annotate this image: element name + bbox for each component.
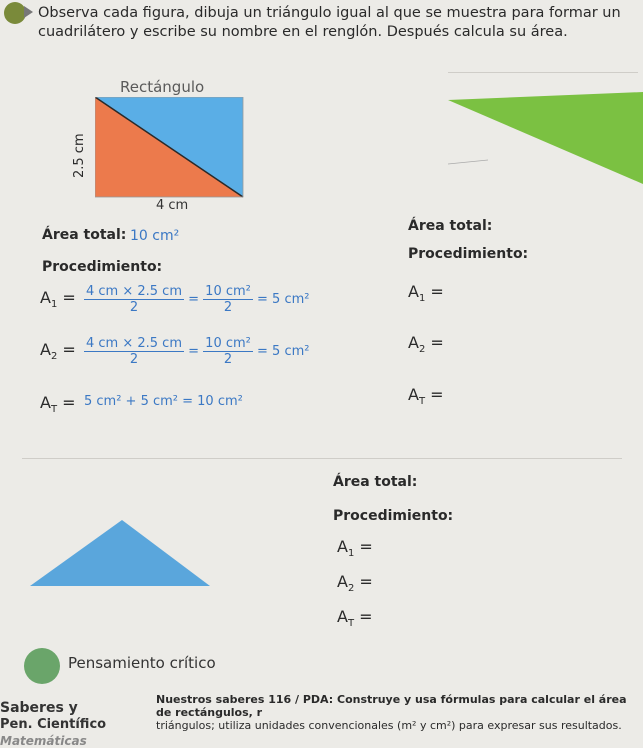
at-blank-2: $A_T$ = bbox=[408, 385, 444, 408]
at-value: 5 cm² + 5 cm² = 10 cm² bbox=[84, 394, 243, 409]
a2-fraction: $\frac{4 cm \times 2.5 cm}{2}$ = $\frac{\text{10 cm²}}{2}$ = 5 cm² bbox=[86, 336, 310, 367]
a2-blank-3: $A_2$ = bbox=[337, 572, 373, 595]
section-divider bbox=[22, 458, 622, 459]
pensamiento-critico: Pensamiento crítico bbox=[68, 654, 216, 672]
procedure-label-1: Procedimiento: bbox=[42, 259, 163, 275]
rectangle-figure bbox=[95, 97, 245, 199]
side-label-1: Saberes y bbox=[0, 700, 78, 716]
procedure-label-3: Procedimiento: bbox=[333, 508, 454, 524]
a1-fraction: $\frac{4 cm \times 2.5 cm}{2}$ = $\frac{\text{10 cm²}}{2}$ = 5 cm² bbox=[86, 284, 310, 315]
area-total-value-1: 10 cm² bbox=[130, 228, 180, 244]
saberes-line-2: triángulos; utiliza unidades convencionales (m² y cm²) para expresar sus resultados. bbox=[156, 719, 622, 732]
divider bbox=[448, 72, 638, 73]
area-total-label-2: Área total: bbox=[408, 218, 493, 234]
side-label-2: Pen. Científico bbox=[0, 717, 107, 732]
a1-blank-2: $A_1$ = bbox=[408, 282, 444, 305]
a2-blank-2: $A_2$ = bbox=[408, 333, 444, 356]
width-label: 4 cm bbox=[156, 198, 189, 213]
area-total-label-3: Área total: bbox=[333, 474, 418, 490]
brain-icon bbox=[24, 648, 60, 684]
activity-icon bbox=[4, 2, 26, 24]
area-total-label-1: Área total: bbox=[42, 227, 127, 243]
blue-triangle-figure bbox=[30, 520, 212, 588]
procedure-label-2: Procedimiento: bbox=[408, 246, 529, 262]
side-label-3: Matemáticas bbox=[0, 734, 87, 748]
a1-blank-3: $A_1$ = bbox=[337, 537, 373, 560]
at-formula: $A_T$ = bbox=[40, 393, 76, 416]
at-blank-3: $A_T$ = bbox=[337, 607, 373, 630]
saberes-note bbox=[156, 693, 643, 732]
saberes-line-1: Nuestros saberes 116 / PDA: Construye y usa fórmulas para calcular el área de rectángulos, r bbox=[156, 693, 627, 719]
a1-formula: $A_1$ = bbox=[40, 288, 76, 311]
height-label: 2.5 cm bbox=[72, 133, 87, 178]
instructions-text: Observa cada figura, dibuja un triángulo igual al que se muestra para formar un cuadrilátero y escribe su nombre en el renglón. Después calcula su área. bbox=[38, 5, 621, 40]
green-triangle-figure bbox=[448, 92, 643, 184]
play-arrow-icon bbox=[24, 6, 33, 18]
instructions bbox=[38, 4, 638, 42]
figure-title: Rectángulo bbox=[120, 78, 205, 96]
a2-formula: $A_2$ = bbox=[40, 340, 76, 363]
